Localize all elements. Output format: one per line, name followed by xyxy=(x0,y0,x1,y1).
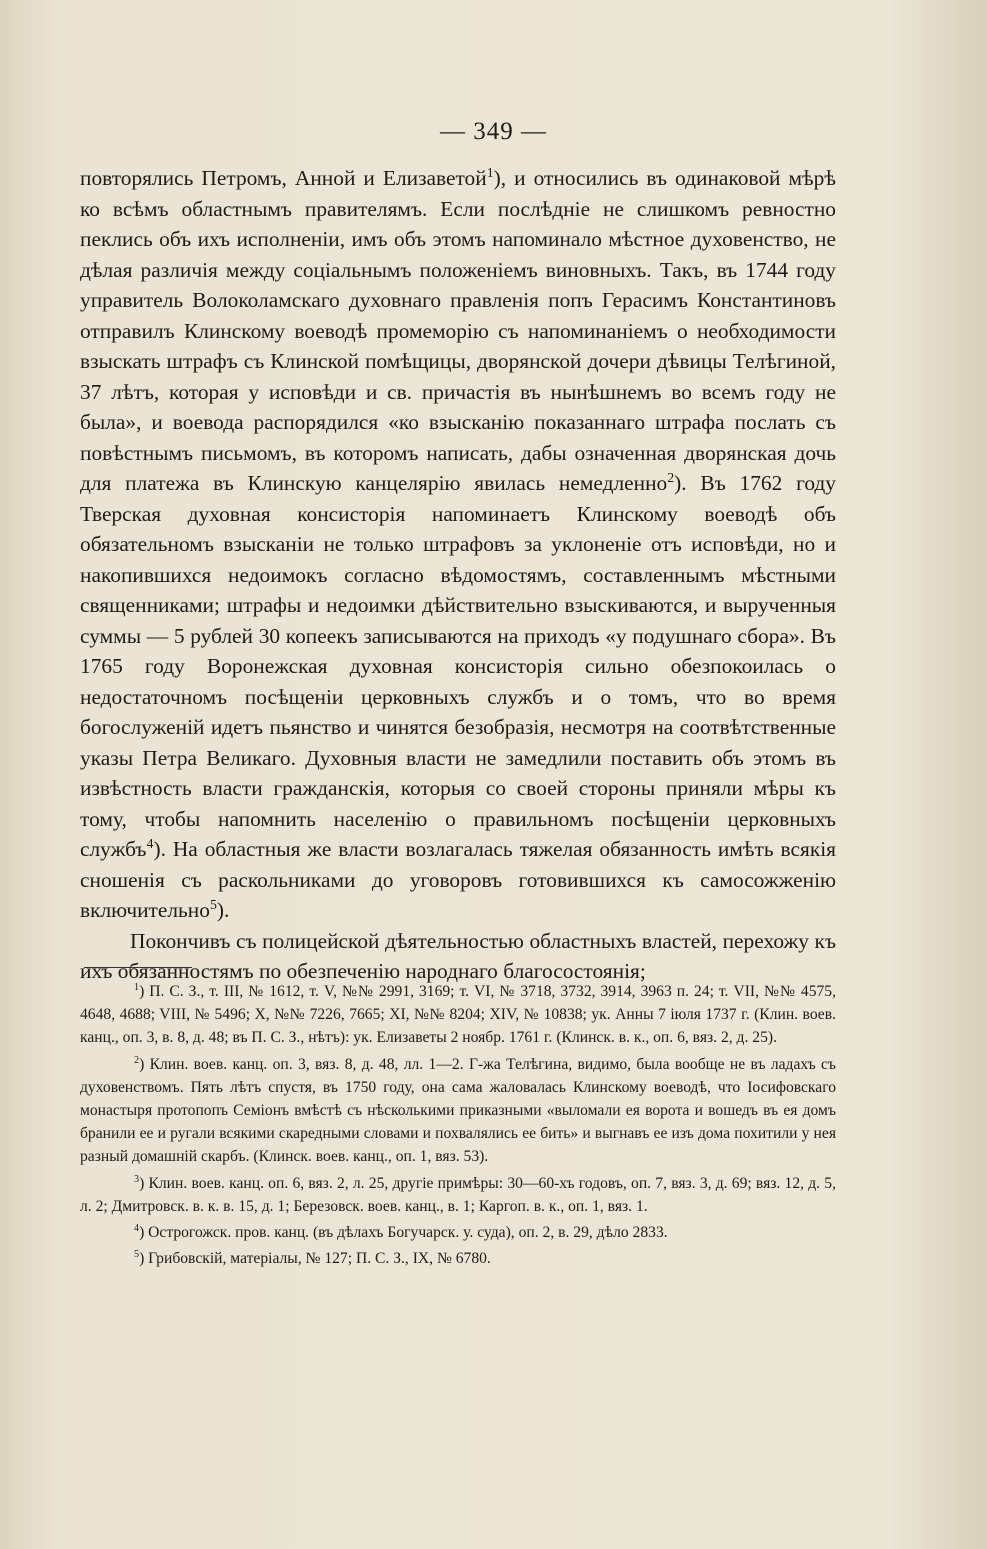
footnote-text: ) Клин. воев. канц. оп. 3, вяз. 8, д. 48, лл. 1—2. Г-жа Телѣгина, видимо, была вообще не въ ладахъ съ духовенствомъ. Пять лѣтъ спустя, въ 1750 году, она сама жаловалась Клинскому воеводѣ, что Іосифовскаго монастыря протопопъ Семіонъ вмѣстѣ съ нѣсколькими приказными «выломали ея ворота и вошедъ въ ея домъ бранили ее и ругали всякими скаредными словами и похвалялись ее бить» и выгнавъ ее изъ дома похитили у нея разный домашній скарбъ. (Клинск. воев. канц., оп. 1, вяз. 53). xyxy=(80,1055,836,1166)
footnotes xyxy=(80,980,836,1273)
text-run: ), и относились въ одинаковой мѣрѣ ко всѣмъ областнымъ правителямъ. Если послѣдніе не слишкомъ ревностно пеклись объ ихъ исполненіи, имъ объ этомъ напоминало мѣстное духовенство, не дѣлая различія между соціальнымъ положеніемъ виновныхъ. Такъ, въ 1744 году управитель Волоколамскаго духовнаго правленія попъ Герасимъ Константиновъ отправилъ Клинскому воеводѣ промеморію съ напоминаніемъ о необходимости взыскать штрафъ съ Клинской помѣщицы, дворянской дочери дѣвицы Телѣгиной, 37 лѣтъ, которая у исповѣди и св. причастія въ нынѣшнемъ во всемъ году не была», и воевода распорядился «ко взысканію показаннаго штрафа послать съ повѣстнымъ письмомъ, въ которомъ написать, дабы означенная дворянская дочь для платежа въ Клинскую канцелярію явилась немедленно xyxy=(80,166,836,495)
footnote-5 xyxy=(80,1247,836,1270)
page-number: — 349 — xyxy=(440,118,547,145)
footnote-marker: 4 xyxy=(134,1222,140,1234)
text-run: ). Въ 1762 году Тверская духовная консисторія напоминаетъ Клинскому воеводѣ объ обязательномъ взысканіи не только штрафовъ за уклоненіе отъ исповѣди, но и накопившихся недоимокъ согласно вѣдомостямъ, составленнымъ мѣстными священниками; штрафы и недоимки дѣйствительно взыскиваются, и вырученныя суммы — 5 рублей 30 копеекъ записываются на приходъ «у подушнаго сбора». Въ 1765 году Воронежская духовная консисторія сильно обезпокоилась о недостаточномъ посѣщеніи церковныхъ службъ и о томъ, что во время богослуженій идетъ пьянство и чинятся безобразія, несмотря на соотвѣтственные указы Петра Великаго. Духовныя власти не замедлили поставить объ этомъ въ извѣстность власти гражданскія, которыя со своей стороны приняли мѣры къ тому, чтобы напомнить населенію о правильномъ посѣщеніи церковныхъ службъ xyxy=(80,471,836,861)
footnote-3 xyxy=(80,1172,836,1218)
text-run: повторялись Петромъ, Анной и Елизаветой xyxy=(80,166,487,190)
footnote-text: ) Грибовскій, матеріалы, № 127; П. С. З., IX, № 6780. xyxy=(139,1250,491,1268)
text-run: ). xyxy=(216,898,230,922)
footnote-marker: 3 xyxy=(134,1173,140,1185)
footnote-ref-1: 1 xyxy=(486,165,494,181)
footnote-text: ) Острогожск. пров. канц. (въ дѣлахъ Богучарск. у. суда), оп. 2, в. 29, дѣло 2833. xyxy=(139,1224,668,1242)
footnote-marker: 1 xyxy=(134,981,140,993)
body-text xyxy=(80,163,836,987)
footnote-marker: 2 xyxy=(134,1054,140,1066)
footnote-text: ) Клин. воев. канц. оп. 6, вяз. 2, л. 25, другіе примѣры: 30—60-хъ годовъ, оп. 7, вяз. 3, д. 69; вяз. 12, д. 5, л. 2; Дмитровск. в. к. в. 15, д. 1; Березовск. воев. канц., в. 1; Каргоп. в. к., оп. 1, вяз. 1. xyxy=(80,1174,836,1215)
footnote-1 xyxy=(80,980,836,1050)
paragraph-2 xyxy=(80,926,836,987)
footnote-text: ) П. С. З., т. III, № 1612, т. V, №№ 2991, 3169; т. VI, № 3718, 3732, 3914, 3963 п. 24; т. VII, №№ 4575, 4648, 4688; VIII, № 5496; X, №№ 7226, 7665; XI, №№ 8204; XIV, № 10838; ук. Анны 7 іюля 1737 г. (Клин. воев. канц., оп. 3, в. 8, д. 48; въ П. С. З., нѣтъ): ук. Елизаветы 2 ноябр. 1761 г. (Клинск. в. к., оп. 6, вяз. 2, д. 25). xyxy=(80,983,836,1047)
footnote-separator xyxy=(84,967,192,968)
footnote-marker: 5 xyxy=(134,1249,140,1261)
footnote-ref-5: 5 xyxy=(209,897,217,913)
footnote-ref-2: 2 xyxy=(667,470,675,486)
footnote-ref-4: 4 xyxy=(146,836,154,852)
text-run: ). На областныя же власти возлагалась тяжелая обязанность имѣть всякія сношенія съ раскольниками до уговоровъ готовившихся къ самосожженію включительно xyxy=(80,837,836,922)
footnote-2 xyxy=(80,1053,836,1169)
paragraph-1 xyxy=(80,163,836,926)
text-run: Покончивъ съ полицейской дѣятельностью областныхъ властей, перехожу къ ихъ обязанностямъ по обезпеченію народнаго благосостоянія; xyxy=(80,928,836,983)
footnote-4 xyxy=(80,1221,836,1244)
